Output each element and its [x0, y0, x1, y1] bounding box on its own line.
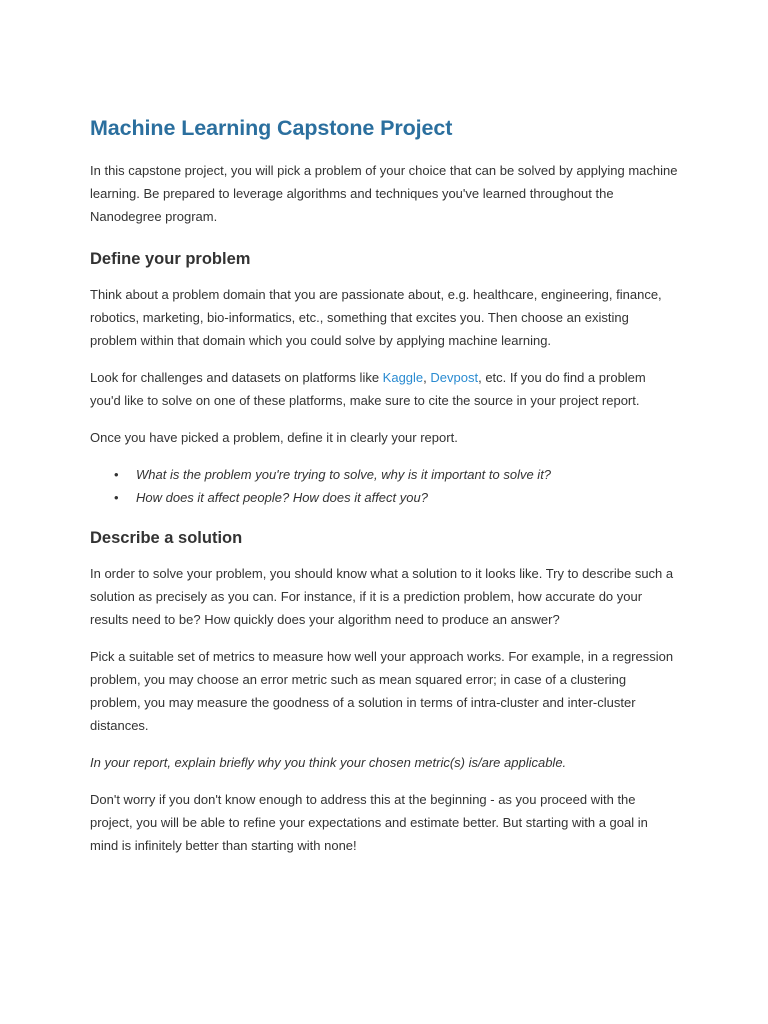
solution-paragraph-metrics: Pick a suitable set of metrics to measure how well your approach works. For example, in a regression problem, you may choose an error metric such as mean squared error; in case of a clustering problem, you may measure the goodness of a solution in terms of intra-cluster and inter-cluster distances.: [90, 649, 674, 733]
problem-paragraph-platforms: [90, 366, 678, 412]
bullet-glyph: •: [114, 490, 119, 505]
platforms-text-after: , etc. If you do find a problem you'd like to solve on one of these platforms, make sure to cite the source in your project report.: [90, 370, 646, 408]
devpost-link[interactable]: Devpost: [430, 370, 479, 385]
problem-questions-list: [90, 463, 678, 509]
list-item: [114, 486, 678, 509]
solution-paragraph-encouragement: Don't worry if you don't know enough to address this at the beginning - as you proceed with the project, you will be able to refine your expectations and estimate better. But starting with a goal in mind is infinitely better than starting with none!: [90, 792, 648, 853]
intro-paragraph: In this capstone project, you will pick a problem of your choice that can be solved by applying machine learning. Be prepared to leverage algorithms and techniques you've learned throughout the Nanodegree program.: [90, 163, 678, 224]
list-item-text: What is the problem you're trying to solve, why is it important to solve it?: [136, 467, 552, 482]
kaggle-link[interactable]: Kaggle: [382, 370, 424, 385]
section-heading-define-problem: Define your problem: [90, 250, 251, 268]
list-item-text: How does it affect people? How does it affect you?: [136, 490, 428, 505]
platforms-text-before: Look for challenges and datasets on platforms like: [90, 370, 383, 385]
solution-paragraph-report-note: In your report, explain briefly why you think your chosen metric(s) is/are applicable.: [90, 755, 567, 770]
platforms-comma: ,: [423, 370, 431, 385]
page-title: Machine Learning Capstone Project: [90, 116, 453, 140]
problem-paragraph-domain: Think about a problem domain that you are passionate about, e.g. healthcare, engineering, finance, robotics, marketing, bio-informatics, etc., something that excites you. Then choose an existing problem within that domain which you could solve by applying machine learning.: [90, 287, 662, 348]
section-heading-describe-solution: Describe a solution: [90, 529, 243, 547]
bullet-glyph: •: [114, 467, 119, 482]
problem-paragraph-define: Once you have picked a problem, define it in clearly your report.: [90, 430, 458, 445]
list-item: [114, 463, 678, 486]
solution-paragraph-definition: In order to solve your problem, you should know what a solution to it looks like. Try to describe such a solution as precisely as you can. For instance, if it is a prediction problem, how accurate do your results need to be? How quickly does your algorithm need to produce an answer?: [90, 566, 674, 627]
